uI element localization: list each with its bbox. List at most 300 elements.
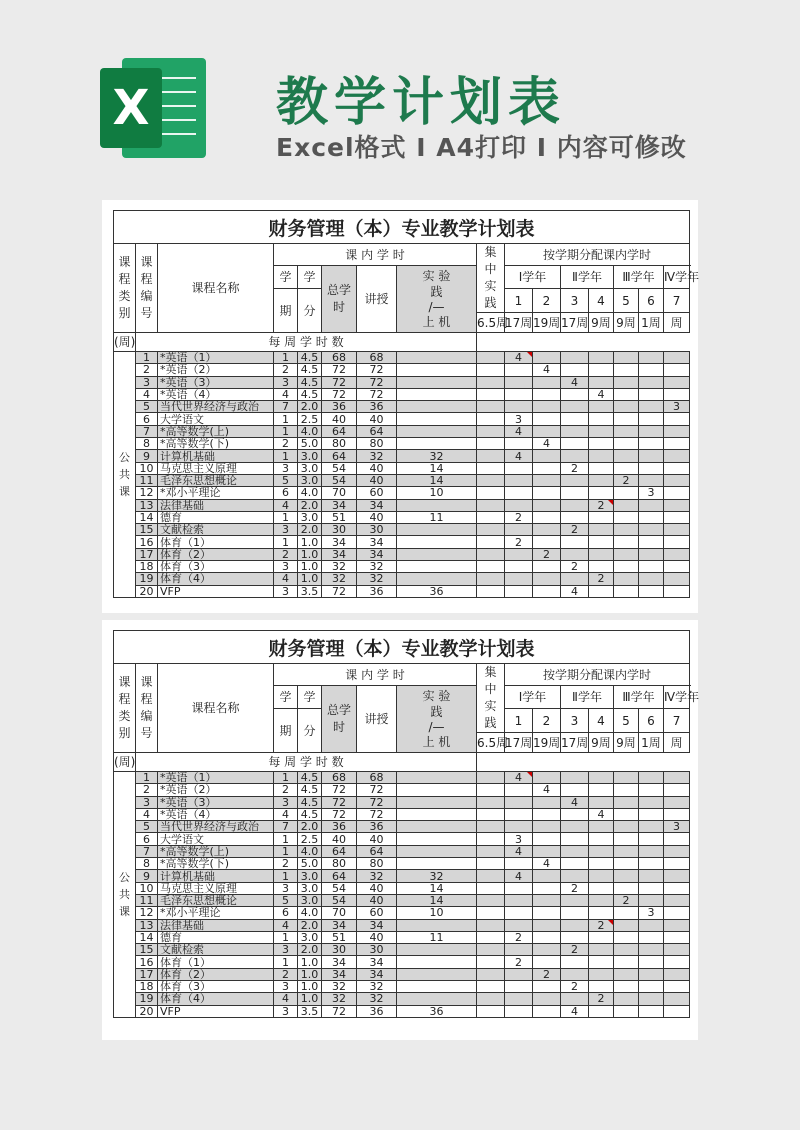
semester-hours bbox=[533, 450, 561, 462]
course-lecture-hours: 32 bbox=[357, 981, 397, 993]
header-semester: 3 bbox=[561, 709, 589, 733]
course-lab-hours bbox=[397, 796, 477, 808]
header-semester: 5 bbox=[614, 709, 639, 733]
course-lecture-hours: 40 bbox=[357, 474, 397, 486]
course-term: 3 bbox=[274, 981, 298, 993]
semester-hours bbox=[664, 487, 690, 499]
semester-hours bbox=[533, 956, 561, 968]
semester-hours bbox=[533, 919, 561, 931]
semester-hours: 2 bbox=[589, 919, 614, 931]
course-code: 14 bbox=[136, 511, 158, 523]
course-name: 文献检索 bbox=[158, 944, 274, 956]
semester-hours bbox=[639, 944, 664, 956]
course-term: 1 bbox=[274, 772, 298, 784]
course-total-hours: 34 bbox=[322, 968, 357, 980]
table-title: 财务管理（本）专业教学计划表 bbox=[114, 631, 690, 664]
course-lecture-hours: 32 bbox=[357, 573, 397, 585]
semester-hours bbox=[533, 524, 561, 536]
semester-hours bbox=[639, 821, 664, 833]
semester-hours bbox=[505, 858, 533, 870]
course-total-hours: 34 bbox=[322, 919, 357, 931]
course-term: 1 bbox=[274, 450, 298, 462]
course-term: 3 bbox=[274, 462, 298, 474]
header-concentrated: 集中实践 bbox=[477, 664, 505, 733]
table-row bbox=[114, 772, 690, 784]
semester-hours bbox=[561, 352, 589, 364]
header-term-b: 期 bbox=[274, 289, 298, 333]
semester-hours bbox=[589, 561, 614, 573]
course-concentrated bbox=[477, 882, 505, 894]
course-code: 11 bbox=[136, 894, 158, 906]
semester-hours bbox=[589, 364, 614, 376]
course-concentrated bbox=[477, 808, 505, 820]
semester-hours bbox=[561, 894, 589, 906]
semester-hours: 4 bbox=[533, 438, 561, 450]
semester-hours: 2 bbox=[561, 561, 589, 573]
semester-hours bbox=[561, 438, 589, 450]
semester-hours bbox=[614, 808, 639, 820]
semester-hours: 2 bbox=[589, 499, 614, 511]
course-name: 大学语文 bbox=[158, 413, 274, 425]
semester-hours bbox=[664, 376, 690, 388]
semester-hours bbox=[589, 981, 614, 993]
semester-hours bbox=[664, 352, 690, 364]
course-code: 5 bbox=[136, 821, 158, 833]
course-lecture-hours: 34 bbox=[357, 919, 397, 931]
course-credit: 3.5 bbox=[298, 585, 322, 597]
course-credit: 1.0 bbox=[298, 536, 322, 548]
semester-hours bbox=[614, 858, 639, 870]
header-semester: 7 bbox=[664, 289, 690, 313]
semester-hours bbox=[561, 499, 589, 511]
course-lecture-hours: 34 bbox=[357, 536, 397, 548]
header-weekly-hours: 每 周 学 时 数 bbox=[136, 333, 477, 352]
semester-hours bbox=[639, 524, 664, 536]
semester-hours bbox=[589, 882, 614, 894]
course-concentrated bbox=[477, 524, 505, 536]
header-semester: 5 bbox=[614, 289, 639, 313]
header-category: 课程类别 bbox=[114, 244, 136, 333]
course-term: 5 bbox=[274, 474, 298, 486]
course-credit: 1.0 bbox=[298, 981, 322, 993]
table-row bbox=[114, 425, 690, 437]
course-code: 20 bbox=[136, 1005, 158, 1017]
table-row bbox=[114, 548, 690, 560]
course-term: 4 bbox=[274, 499, 298, 511]
course-total-hours: 72 bbox=[322, 808, 357, 820]
course-concentrated bbox=[477, 796, 505, 808]
table-row bbox=[114, 413, 690, 425]
semester-hours bbox=[639, 1005, 664, 1017]
banner-title: 教学计划表 bbox=[276, 73, 567, 133]
semester-hours bbox=[664, 388, 690, 400]
semester-hours bbox=[505, 364, 533, 376]
semester-hours bbox=[561, 968, 589, 980]
semester-hours bbox=[664, 993, 690, 1005]
course-term: 4 bbox=[274, 919, 298, 931]
course-lecture-hours: 72 bbox=[357, 388, 397, 400]
course-lecture-hours: 80 bbox=[357, 438, 397, 450]
course-term: 1 bbox=[274, 511, 298, 523]
course-total-hours: 34 bbox=[322, 499, 357, 511]
course-total-hours: 72 bbox=[322, 585, 357, 597]
semester-hours bbox=[589, 845, 614, 857]
header-credit-b: 分 bbox=[298, 289, 322, 333]
semester-hours bbox=[664, 524, 690, 536]
course-concentrated bbox=[477, 981, 505, 993]
semester-hours bbox=[614, 882, 639, 894]
semester-hours bbox=[505, 894, 533, 906]
semester-hours bbox=[664, 1005, 690, 1017]
header-weeks: 17周 bbox=[505, 733, 533, 753]
course-lab-hours bbox=[397, 536, 477, 548]
course-name: *邓小平理论 bbox=[158, 907, 274, 919]
course-total-hours: 80 bbox=[322, 438, 357, 450]
table-row bbox=[114, 931, 690, 943]
semester-hours bbox=[561, 808, 589, 820]
course-code: 12 bbox=[136, 907, 158, 919]
table-row bbox=[114, 956, 690, 968]
semester-hours bbox=[639, 511, 664, 523]
course-concentrated bbox=[477, 772, 505, 784]
course-lab-hours bbox=[397, 561, 477, 573]
course-credit: 4.5 bbox=[298, 364, 322, 376]
semester-hours bbox=[589, 858, 614, 870]
semester-hours bbox=[614, 401, 639, 413]
semester-hours bbox=[561, 772, 589, 784]
course-term: 1 bbox=[274, 956, 298, 968]
course-total-hours: 32 bbox=[322, 573, 357, 585]
course-lecture-hours: 72 bbox=[357, 808, 397, 820]
semester-hours bbox=[614, 796, 639, 808]
course-concentrated bbox=[477, 511, 505, 523]
course-lab-hours bbox=[397, 499, 477, 511]
course-lecture-hours: 32 bbox=[357, 993, 397, 1005]
course-concentrated bbox=[477, 858, 505, 870]
course-lab-hours bbox=[397, 425, 477, 437]
semester-hours bbox=[589, 352, 614, 364]
plan-sheet-2 bbox=[102, 620, 698, 1040]
course-total-hours: 51 bbox=[322, 931, 357, 943]
semester-hours bbox=[614, 772, 639, 784]
course-concentrated bbox=[477, 536, 505, 548]
header-lecture: 讲授 bbox=[357, 686, 397, 753]
semester-hours bbox=[664, 450, 690, 462]
semester-hours bbox=[614, 821, 639, 833]
course-name: 马克思主义原理 bbox=[158, 462, 274, 474]
semester-hours bbox=[533, 474, 561, 486]
course-lecture-hours: 40 bbox=[357, 413, 397, 425]
semester-hours: 2 bbox=[561, 981, 589, 993]
course-term: 5 bbox=[274, 894, 298, 906]
plan-sheet-1 bbox=[102, 200, 698, 613]
semester-hours bbox=[533, 931, 561, 943]
semester-hours bbox=[589, 450, 614, 462]
course-term: 3 bbox=[274, 944, 298, 956]
course-code: 11 bbox=[136, 474, 158, 486]
semester-hours bbox=[614, 907, 639, 919]
course-credit: 4.0 bbox=[298, 487, 322, 499]
semester-hours bbox=[533, 376, 561, 388]
course-name: 体育（4） bbox=[158, 573, 274, 585]
header-code: 课程编号 bbox=[136, 244, 158, 333]
course-name: 马克思主义原理 bbox=[158, 882, 274, 894]
course-term: 3 bbox=[274, 585, 298, 597]
semester-hours bbox=[614, 438, 639, 450]
semester-hours bbox=[533, 487, 561, 499]
header-semester: 3 bbox=[561, 289, 589, 313]
semester-hours: 3 bbox=[505, 413, 533, 425]
header-weeks: 19周 bbox=[533, 313, 561, 333]
semester-hours bbox=[505, 993, 533, 1005]
course-lab-hours: 14 bbox=[397, 462, 477, 474]
course-name: *英语（4） bbox=[158, 388, 274, 400]
course-credit: 4.0 bbox=[298, 425, 322, 437]
course-lab-hours: 36 bbox=[397, 1005, 477, 1017]
semester-hours bbox=[505, 968, 533, 980]
course-name: 计算机基础 bbox=[158, 450, 274, 462]
course-name: 毛泽东思想概论 bbox=[158, 474, 274, 486]
course-concentrated bbox=[477, 870, 505, 882]
header-semester: 2 bbox=[533, 289, 561, 313]
semester-hours bbox=[664, 870, 690, 882]
semester-hours bbox=[505, 808, 533, 820]
semester-hours bbox=[614, 573, 639, 585]
course-total-hours: 64 bbox=[322, 425, 357, 437]
semester-hours bbox=[589, 524, 614, 536]
table-row bbox=[114, 585, 690, 597]
course-credit: 4.5 bbox=[298, 388, 322, 400]
semester-hours bbox=[664, 425, 690, 437]
course-total-hours: 64 bbox=[322, 870, 357, 882]
semester-hours bbox=[505, 376, 533, 388]
header-term-a: 学 bbox=[274, 266, 298, 289]
semester-hours bbox=[533, 573, 561, 585]
semester-hours bbox=[561, 833, 589, 845]
course-code: 2 bbox=[136, 364, 158, 376]
semester-hours bbox=[614, 413, 639, 425]
course-lab-hours bbox=[397, 401, 477, 413]
header-term-a: 学 bbox=[274, 686, 298, 709]
table-row bbox=[114, 993, 690, 1005]
table-row bbox=[114, 438, 690, 450]
course-lab-hours bbox=[397, 993, 477, 1005]
semester-hours: 4 bbox=[505, 352, 533, 364]
semester-hours bbox=[589, 425, 614, 437]
header-credit-b: 分 bbox=[298, 709, 322, 753]
course-lab-hours bbox=[397, 413, 477, 425]
course-code: 1 bbox=[136, 352, 158, 364]
table-row bbox=[114, 907, 690, 919]
course-term: 3 bbox=[274, 796, 298, 808]
header-semester: 2 bbox=[533, 709, 561, 733]
course-concentrated bbox=[477, 462, 505, 474]
semester-hours bbox=[664, 413, 690, 425]
header-year-1: Ⅰ学年 bbox=[505, 266, 561, 289]
course-lecture-hours: 32 bbox=[357, 561, 397, 573]
course-concentrated bbox=[477, 968, 505, 980]
semester-hours bbox=[614, 993, 639, 1005]
semester-hours bbox=[561, 845, 589, 857]
semester-hours bbox=[561, 474, 589, 486]
course-name: *英语（3） bbox=[158, 796, 274, 808]
semester-hours bbox=[664, 808, 690, 820]
course-lecture-hours: 32 bbox=[357, 450, 397, 462]
table-row bbox=[114, 808, 690, 820]
semester-hours bbox=[614, 845, 639, 857]
semester-hours bbox=[664, 438, 690, 450]
semester-hours bbox=[533, 845, 561, 857]
course-term: 4 bbox=[274, 808, 298, 820]
semester-hours: 2 bbox=[561, 462, 589, 474]
plan-table bbox=[113, 630, 700, 1018]
course-concentrated bbox=[477, 413, 505, 425]
course-term: 1 bbox=[274, 845, 298, 857]
table-row bbox=[114, 561, 690, 573]
course-name: *英语（2） bbox=[158, 784, 274, 796]
header-year-3: Ⅲ学年 bbox=[614, 686, 664, 709]
semester-hours bbox=[639, 981, 664, 993]
course-lecture-hours: 68 bbox=[357, 352, 397, 364]
semester-hours bbox=[639, 845, 664, 857]
semester-hours bbox=[533, 352, 561, 364]
semester-hours: 2 bbox=[505, 536, 533, 548]
header-semester: 1 bbox=[505, 709, 533, 733]
semester-hours bbox=[639, 919, 664, 931]
table-row bbox=[114, 796, 690, 808]
course-total-hours: 68 bbox=[322, 352, 357, 364]
course-lab-hours bbox=[397, 919, 477, 931]
header-year-1: Ⅰ学年 bbox=[505, 686, 561, 709]
semester-hours bbox=[589, 401, 614, 413]
semester-hours bbox=[664, 474, 690, 486]
course-code: 8 bbox=[136, 438, 158, 450]
semester-hours bbox=[589, 944, 614, 956]
course-credit: 2.0 bbox=[298, 401, 322, 413]
course-term: 1 bbox=[274, 536, 298, 548]
semester-hours bbox=[614, 833, 639, 845]
semester-hours bbox=[505, 784, 533, 796]
semester-hours: 2 bbox=[505, 956, 533, 968]
semester-hours bbox=[589, 413, 614, 425]
header-weeks: 17周 bbox=[505, 313, 533, 333]
semester-hours bbox=[561, 487, 589, 499]
course-term: 2 bbox=[274, 548, 298, 560]
semester-hours bbox=[505, 573, 533, 585]
course-lab-hours: 14 bbox=[397, 882, 477, 894]
course-code: 10 bbox=[136, 882, 158, 894]
course-name: *英语（3） bbox=[158, 376, 274, 388]
course-concentrated bbox=[477, 438, 505, 450]
course-credit: 3.0 bbox=[298, 931, 322, 943]
semester-hours bbox=[505, 981, 533, 993]
semester-hours bbox=[639, 573, 664, 585]
course-lab-hours: 32 bbox=[397, 450, 477, 462]
course-total-hours: 54 bbox=[322, 474, 357, 486]
course-lecture-hours: 36 bbox=[357, 585, 397, 597]
course-code: 19 bbox=[136, 573, 158, 585]
header-concentrated: 集中实践 bbox=[477, 244, 505, 313]
semester-hours bbox=[614, 499, 639, 511]
course-credit: 4.5 bbox=[298, 772, 322, 784]
semester-hours bbox=[533, 499, 561, 511]
table-row bbox=[114, 499, 690, 511]
semester-hours: 2 bbox=[614, 894, 639, 906]
course-credit: 4.5 bbox=[298, 796, 322, 808]
course-total-hours: 32 bbox=[322, 993, 357, 1005]
semester-hours bbox=[505, 524, 533, 536]
course-term: 1 bbox=[274, 870, 298, 882]
category-cell: 公共课 bbox=[114, 772, 136, 1018]
course-lab-hours bbox=[397, 364, 477, 376]
course-code: 6 bbox=[136, 413, 158, 425]
course-credit: 4.0 bbox=[298, 845, 322, 857]
course-lab-hours bbox=[397, 981, 477, 993]
course-lecture-hours: 34 bbox=[357, 499, 397, 511]
semester-hours bbox=[589, 438, 614, 450]
semester-hours bbox=[614, 981, 639, 993]
excel-logo-icon: X bbox=[100, 58, 210, 158]
course-lecture-hours: 36 bbox=[357, 821, 397, 833]
semester-hours bbox=[614, 870, 639, 882]
semester-hours bbox=[533, 870, 561, 882]
course-code: 4 bbox=[136, 808, 158, 820]
table-row bbox=[114, 870, 690, 882]
semester-hours: 2 bbox=[614, 474, 639, 486]
course-code: 3 bbox=[136, 376, 158, 388]
semester-hours bbox=[589, 968, 614, 980]
header-semester: 4 bbox=[589, 709, 614, 733]
course-lab-hours bbox=[397, 524, 477, 536]
semester-hours bbox=[561, 870, 589, 882]
banner-subtitle: Excel格式 I A4打印 I 内容可修改 bbox=[276, 133, 687, 162]
semester-hours bbox=[664, 858, 690, 870]
course-term: 2 bbox=[274, 364, 298, 376]
course-lecture-hours: 60 bbox=[357, 907, 397, 919]
semester-hours bbox=[561, 931, 589, 943]
semester-hours bbox=[664, 833, 690, 845]
header-year-3: Ⅲ学年 bbox=[614, 266, 664, 289]
course-name: *英语（1） bbox=[158, 352, 274, 364]
course-concentrated bbox=[477, 487, 505, 499]
semester-hours bbox=[664, 548, 690, 560]
course-term: 1 bbox=[274, 425, 298, 437]
semester-hours: 4 bbox=[561, 1005, 589, 1017]
course-credit: 3.0 bbox=[298, 450, 322, 462]
course-total-hours: 32 bbox=[322, 981, 357, 993]
semester-hours bbox=[664, 772, 690, 784]
course-concentrated bbox=[477, 931, 505, 943]
course-lab-hours: 10 bbox=[397, 907, 477, 919]
semester-hours bbox=[589, 376, 614, 388]
course-code: 5 bbox=[136, 401, 158, 413]
semester-hours bbox=[614, 956, 639, 968]
semester-hours bbox=[533, 413, 561, 425]
course-total-hours: 72 bbox=[322, 376, 357, 388]
course-lab-hours bbox=[397, 573, 477, 585]
semester-hours bbox=[614, 388, 639, 400]
table-row bbox=[114, 882, 690, 894]
semester-hours bbox=[664, 882, 690, 894]
course-total-hours: 40 bbox=[322, 833, 357, 845]
course-credit: 3.0 bbox=[298, 462, 322, 474]
course-lab-hours: 14 bbox=[397, 474, 477, 486]
semester-hours bbox=[505, 919, 533, 931]
course-credit: 4.5 bbox=[298, 352, 322, 364]
course-lab-hours bbox=[397, 821, 477, 833]
course-total-hours: 36 bbox=[322, 821, 357, 833]
semester-hours bbox=[664, 981, 690, 993]
